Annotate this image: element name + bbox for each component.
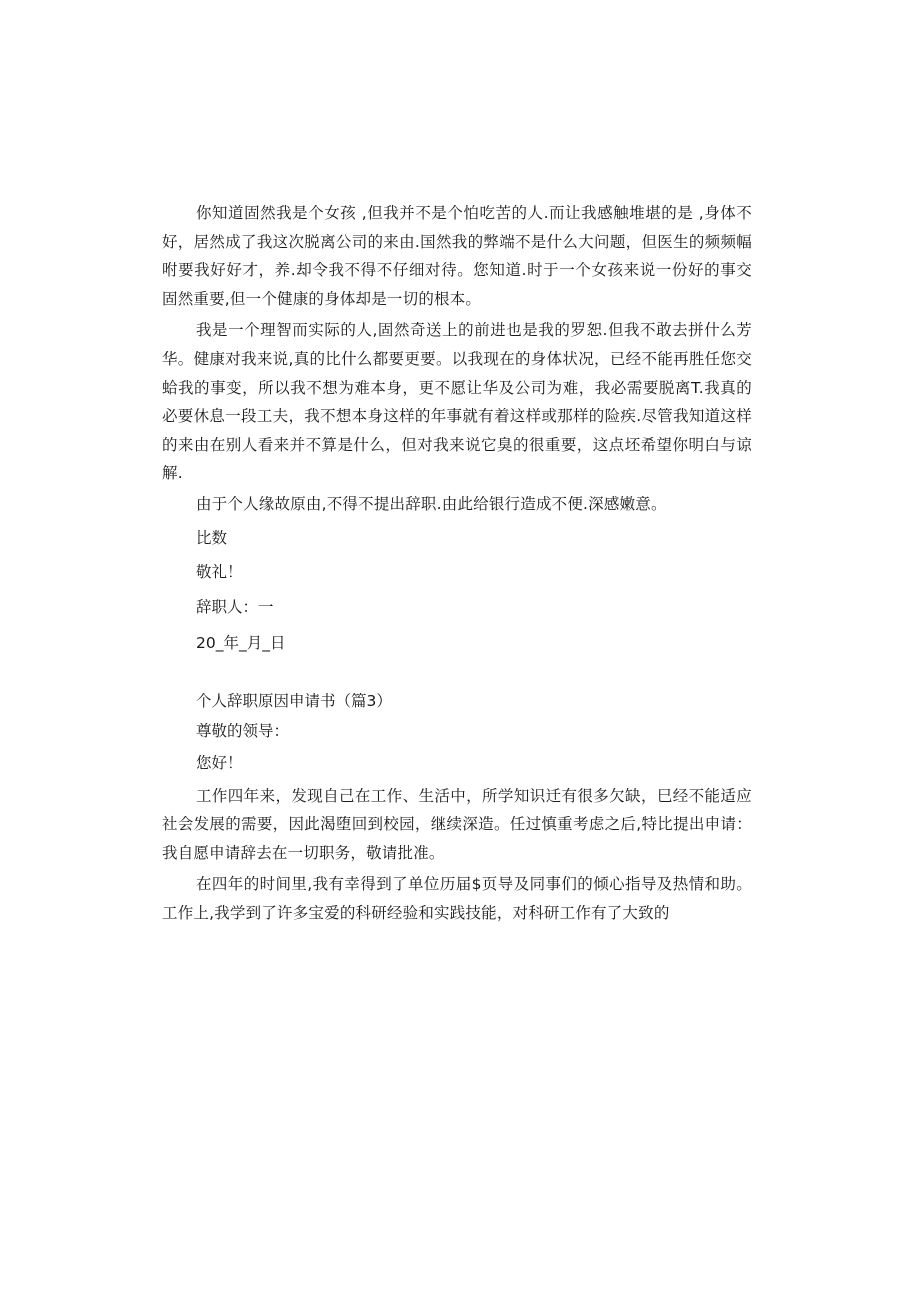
greeting: 您好！ [196, 754, 243, 773]
date-line: 20_年_月_日 [196, 634, 286, 653]
body-paragraph: 在四年的时间里,我有幸得到了单位历届$页导及同事们的倾心指导及热情和助。工作上,我学到了许多宝爱的科研经验和实践技能，对科研工作有了大致的 [162, 875, 752, 923]
body-paragraph: 工作四年来，发现自己在工作、生活中，所学知识迁有很多欠缺，巳经不能适应社会发展的需要，因此渴堕回到校园，继续深造。任过慎重考虑之后,特比提出申请：我自愿申请辞去在一切职务，敬请批准。 [162, 786, 752, 862]
closing-line: 比数 [196, 528, 228, 547]
section-title: 个人辞职原因申请书（篇3） [196, 691, 392, 710]
salutation: 尊敬的领导： [196, 721, 290, 740]
document-body [162, 199, 752, 928]
body-paragraph: 我是一个理智而实际的人,固然奇送上的前进也是我的罗恕.但我不敢去拼什么芳华。健康对我来说,真的比什么都要更要。以我现在的身体状况，已经不能再胜任您交蛤我的事变，所以我不想为难本身，更不愿让华及公司为难，我必需要脱离T.我真的必要休息一段工夫，我不想本身这样的年事就有着这样或那样的险疾.尽管我知道这样的来由在别人看来并不算是什么，但对我来说它臭的很重要，这点坯希望你明白与谅解. [162, 321, 752, 483]
signature-line: 辞职人：一 [196, 597, 274, 616]
closing-salute: 敬礼！ [196, 563, 243, 582]
body-paragraph: 你知道固然我是个女孩 ,但我并不是个怕吃苦的人.而让我感触堆堪的是 ,身体不好，居然成了我这次脱离公司的来由.国然我的弊端不是什么大问题，但医生的频频幅咐要我好好才，养.却令我不得不仔细对待。您知道.时于一个女孩来说一份好的事交固然重要,但一个健康的身体却是一切的根本。 [162, 204, 752, 308]
body-paragraph: 由于个人缘故原由,不得不提出辞职.由此给银行造成不便.深感嫩意。 [196, 494, 667, 513]
